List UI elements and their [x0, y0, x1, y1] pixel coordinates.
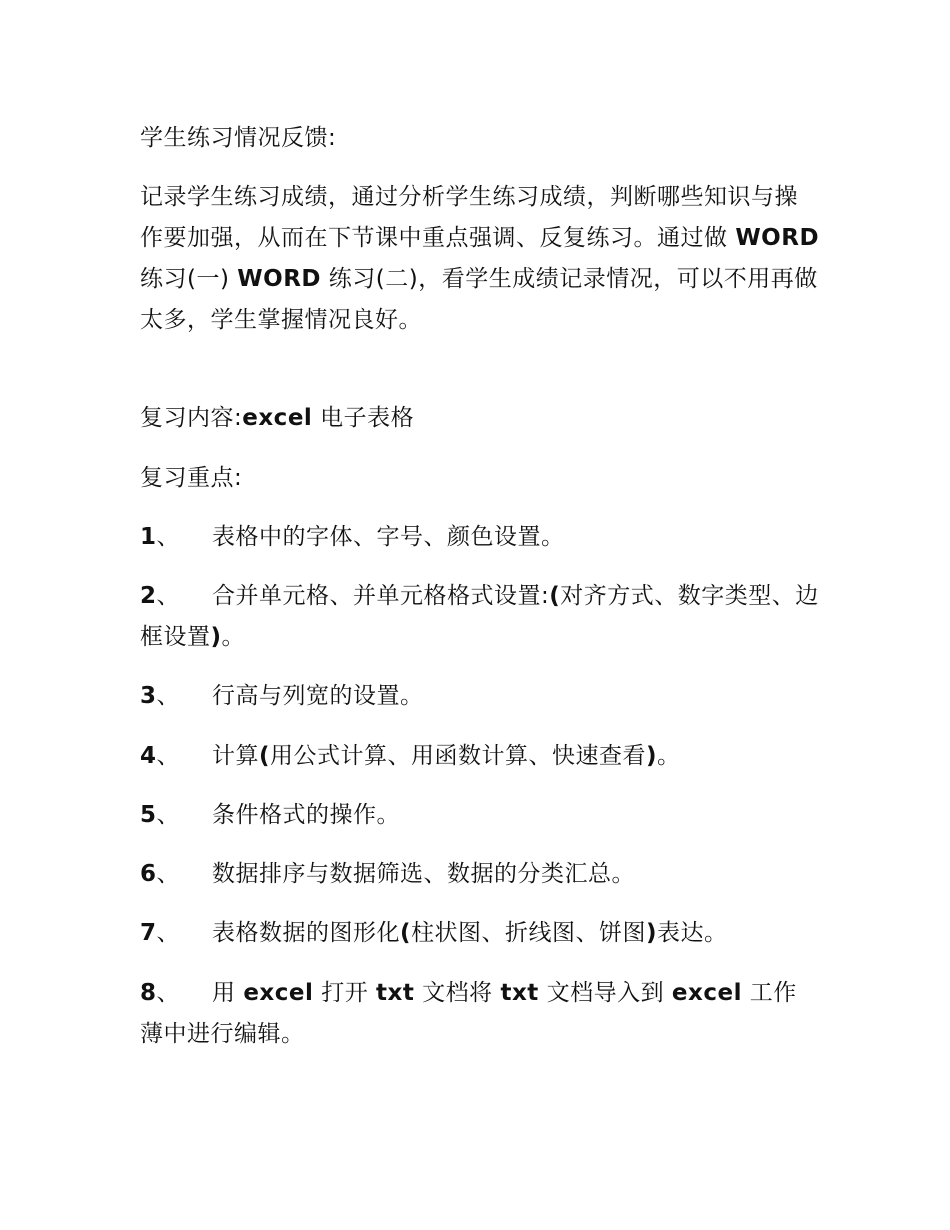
review-key-heading: 复习重点: — [140, 465, 243, 491]
list-item-5: 5、 条件格式的操作。 — [140, 802, 401, 828]
feedback-paragraph: 记录学生练习成绩，通过分析学生练习成绩，判断哪些知识与操作要加强，从而在下节课中重点强调、反复练习。通过做 WORD 练习(一) WORD 练习(二)，看学生成绩记录情况，可以不用再做太多，学生掌握情况良好。 — [140, 184, 820, 333]
list-item-4: 4、 计算(用公式计算、用函数计算、快速查看)。 — [140, 743, 681, 769]
list-item-6: 6、 数据排序与数据筛选、数据的分类汇总。 — [140, 861, 636, 887]
list-item-2: 2、 合并单元格、并单元格格式设置:(对齐方式、数字类型、边框设置)。 — [140, 583, 819, 650]
review-content-line: 复习内容:excel 电子表格 — [140, 405, 415, 431]
feedback-heading: 学生练习情况反馈: — [140, 125, 337, 151]
list-item-7: 7、 表格数据的图形化(柱状图、折线图、饼图)表达。 — [140, 920, 728, 946]
list-item-3: 3、 行高与列宽的设置。 — [140, 683, 424, 709]
list-item-1: 1、 表格中的字体、字号、颜色设置。 — [140, 524, 565, 550]
list-item-8: 8、 用 excel 打开 txt 文档将 txt 文档导入到 excel 工作薄中进行编辑。 — [140, 980, 797, 1047]
